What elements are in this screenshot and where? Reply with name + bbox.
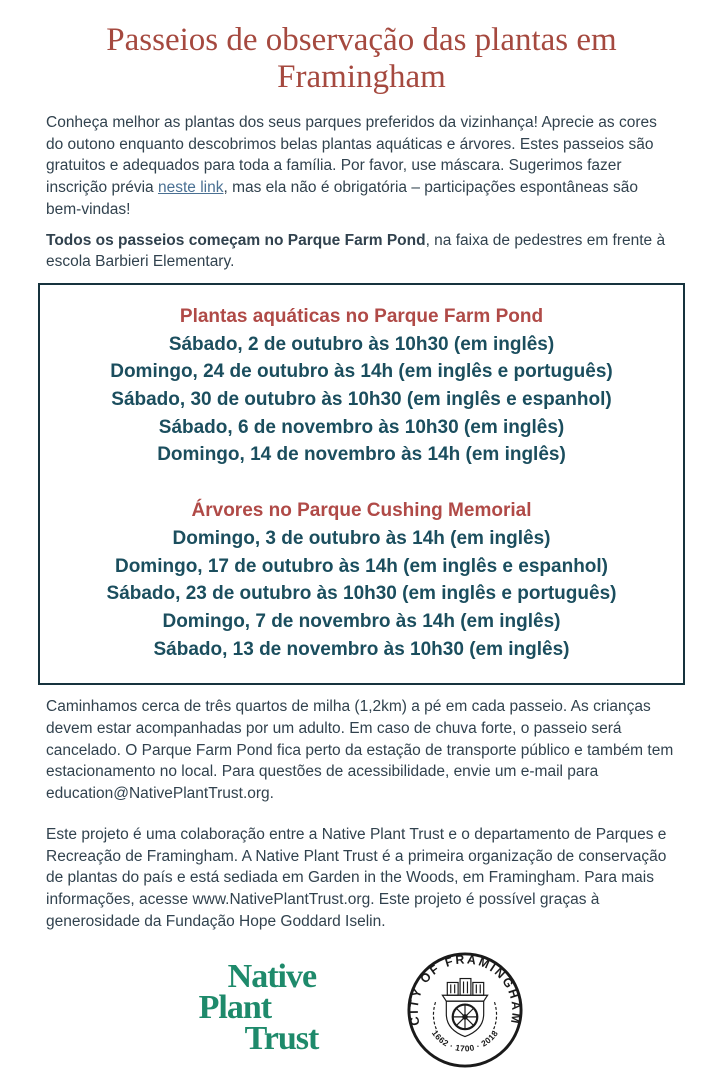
schedule-item: Domingo, 14 de novembro às 14h (em inglês) bbox=[157, 444, 566, 466]
schedule-item: Domingo, 7 de novembro às 14h (em inglês) bbox=[162, 610, 561, 632]
npt-logo-word-plant: Plant bbox=[198, 989, 272, 1027]
city-of-framingham-seal bbox=[406, 951, 524, 1069]
native-plant-trust-logo bbox=[198, 958, 319, 1058]
schedule-item: Sábado, 13 de novembro às 10h30 (em inglês) bbox=[153, 638, 570, 660]
meeting-point-paragraph bbox=[46, 230, 677, 273]
schedule-box bbox=[38, 283, 685, 685]
logistics-paragraph: Caminhamos cerca de três quartos de milha (1,2km) a pé em cada passeio. As crianças devem estar acompanhadas por um adulto. Em caso de chuva forte, o passeio será cancelado. O Parque Farm Pond fica perto da estação de transporte público e também tem estacionamento no local. Para questões de acessibilidade, envie um e-mail para education@NativePlantTrust.org. bbox=[46, 698, 674, 803]
schedule-section-heading: Plantas aquáticas no Parque Farm Pond bbox=[179, 305, 544, 327]
page-title-line-2: Framingham bbox=[277, 59, 446, 95]
seal-top-text: CITY OF FRAMINGHAM bbox=[407, 952, 524, 1028]
intro-text-before-link: Conheça melhor as plantas dos seus parques preferidos da vizinhança! Aprecie as cores do outono enquanto descobrimos belas plantas aquáticas e árvores. Estes passeios são gratuitos e adequados para toda a família. Por favor, use máscara. Sugerimos fazer inscrição prévia bbox=[46, 114, 657, 197]
schedule-item: Domingo, 24 de outubro às 14h (em inglês e português) bbox=[110, 361, 613, 383]
collaboration-paragraph: Este projeto é uma colaboração entre a Native Plant Trust e o departamento de Parques e Recreação de Framingham. A Native Plant Trust é a primeira organização de conservação de plantas do país e está sediada em Garden in the Woods, em Framingham. Para mais informações, acesse www.NativePlantTrust.org. Este projeto é possível graças à generosidade da Fundação Hope Goddard Iselin. bbox=[46, 825, 667, 930]
intro-paragraph bbox=[46, 112, 677, 221]
schedule-section-cushing bbox=[50, 497, 673, 663]
seal-dates-text: 1662 · 1700 · 2018 bbox=[430, 1028, 501, 1054]
footer-logos bbox=[46, 951, 677, 1069]
intro-text-after-link: , mas ela não é obrigatória – participações espontâneas são bem-vindas! bbox=[46, 179, 638, 218]
schedule-item: Sábado, 2 de outubro às 10h30 (em inglês) bbox=[168, 333, 555, 355]
meeting-point-rest: , na faixa de pedestres em frente à escola Barbieri Elementary. bbox=[46, 231, 666, 271]
schedule-item: Sábado, 30 de outubro às 10h30 (em inglês e espanhol) bbox=[111, 389, 612, 411]
schedule-item: Domingo, 3 de outubro às 14h (em inglês) bbox=[172, 527, 551, 549]
schedule-item: Sábado, 23 de outubro às 10h30 (em inglês e português) bbox=[106, 583, 617, 605]
schedule-section-farm-pond bbox=[50, 303, 673, 469]
npt-logo-word-native: Native bbox=[227, 958, 317, 996]
schedule-item: Sábado, 6 de novembro às 10h30 (em inglês) bbox=[158, 416, 565, 438]
schedule-item: Domingo, 17 de outubro às 14h (em inglês e espanhol) bbox=[114, 555, 609, 577]
page-title-line-1: Passeios de observação das plantas em bbox=[106, 22, 617, 58]
page-title bbox=[46, 22, 677, 96]
details-section bbox=[46, 696, 677, 932]
city-seal-graphic bbox=[406, 951, 524, 1069]
npt-logo-word-trust: Trust bbox=[244, 1020, 319, 1058]
registration-link[interactable]: neste link bbox=[158, 179, 224, 197]
schedule-section-heading: Árvores no Parque Cushing Memorial bbox=[191, 500, 532, 522]
meeting-point-bold: Todos os passeios começam no Parque Farm Pond bbox=[46, 231, 426, 249]
